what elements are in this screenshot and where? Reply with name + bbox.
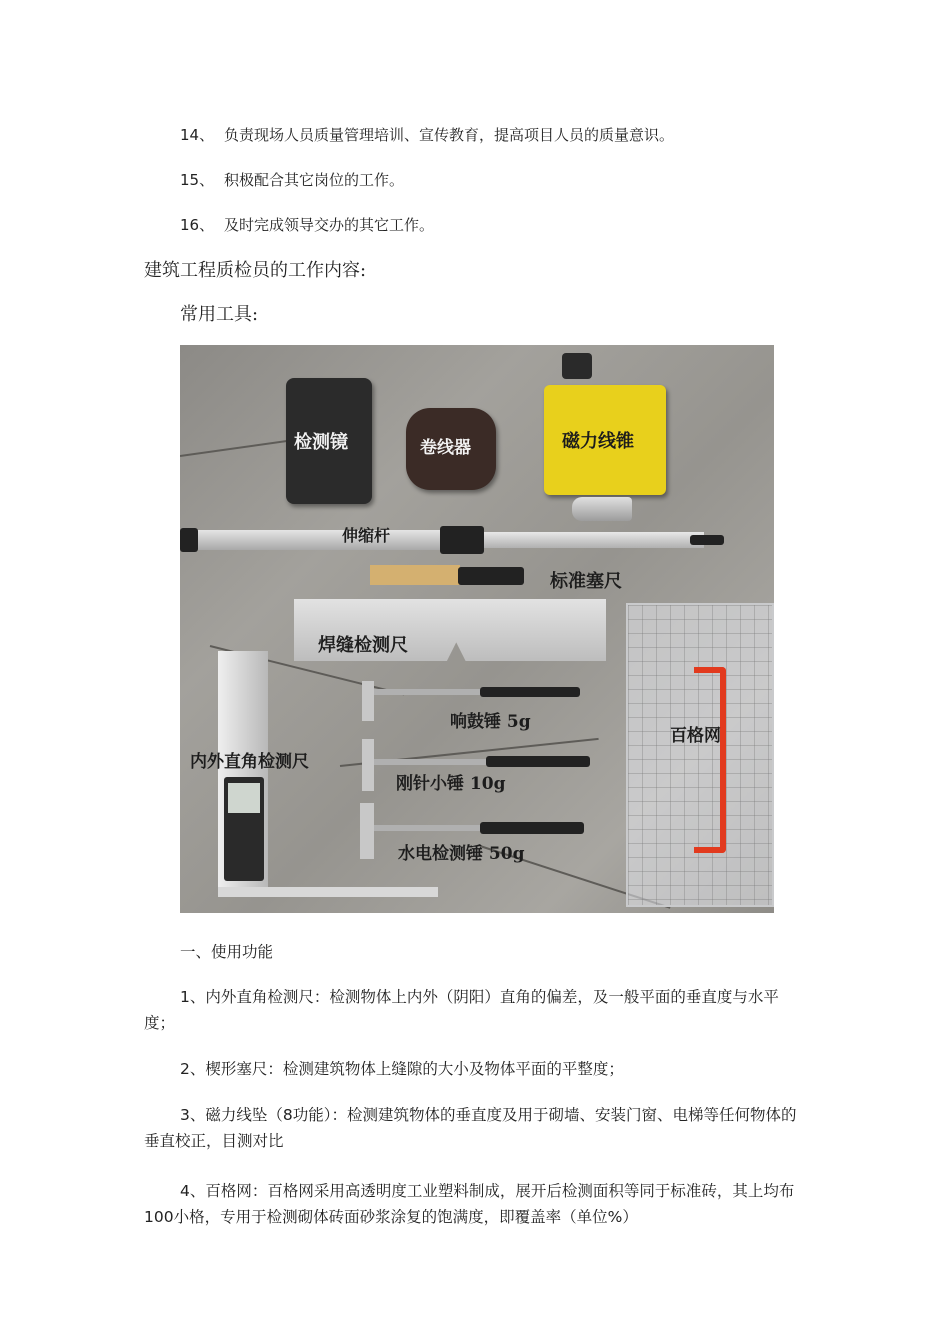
subsection-title: 常用工具:: [180, 304, 259, 325]
list-text: 负责现场人员质量管理培训、宣传教育，提高项目人员的质量意识。: [224, 126, 675, 144]
list-number: 15、: [180, 171, 215, 189]
plumb-bob: [572, 497, 632, 521]
paragraph-4: 4、百格网：百格网采用高透明度工业塑料制成，展开后检测面积等同于标准砖，其上均布100小格，专用于检测砌体砖面砂浆涂复的饱满度，即覆盖率（单位%）: [144, 1182, 795, 1226]
label-hammer1: 响鼓锤 5g: [450, 712, 531, 732]
list-text: 积极配合其它岗位的工作。: [224, 171, 405, 189]
label-mirror: 检测镜: [294, 432, 348, 453]
label-reel: 卷线器: [420, 438, 471, 458]
list-item-16: [180, 214, 434, 235]
list-item-14: [180, 124, 674, 145]
list-number: 14、: [180, 126, 215, 144]
label-feeler: 标准塞尺: [550, 571, 622, 592]
plumb-knob: [562, 353, 592, 379]
label-square: 内外直角检测尺: [190, 752, 309, 772]
section-title: 建筑工程质检员的工作内容:: [144, 260, 367, 281]
label-hammer3: 水电检测锤 50g: [398, 844, 525, 864]
paragraph-2: 2、楔形塞尺：检测建筑物体上缝隙的大小及物体平面的平整度；: [180, 1060, 624, 1078]
feeler-gauge: [370, 565, 460, 585]
usage-title: 一、使用功能: [180, 943, 274, 961]
list-item-15: [180, 169, 404, 190]
tools-photo: [180, 345, 774, 913]
label-plumb: 磁力线锥: [562, 431, 634, 452]
grid-handle: [694, 667, 726, 853]
paragraph-1: 1、内外直角检测尺：检测物体上内外（阴阳）直角的偏差，及一般平面的垂直度与水平度；: [144, 988, 779, 1032]
paragraph-3: 3、磁力线坠（8功能）：检测建筑物体的垂直度及用于砌墙、安装门窗、电梯等任何物体的垂直校正，目测对比: [144, 1106, 797, 1150]
label-rod: 伸缩杆: [342, 526, 391, 545]
label-grid: 百格网: [670, 726, 721, 746]
list-text: 及时完成领导交办的其它工作。: [224, 216, 435, 234]
label-weld: 焊缝检测尺: [318, 635, 408, 656]
list-number: 16、: [180, 216, 215, 234]
telescopic-rod: [182, 530, 482, 550]
label-hammer2: 刚针小锤 10g: [396, 774, 506, 794]
